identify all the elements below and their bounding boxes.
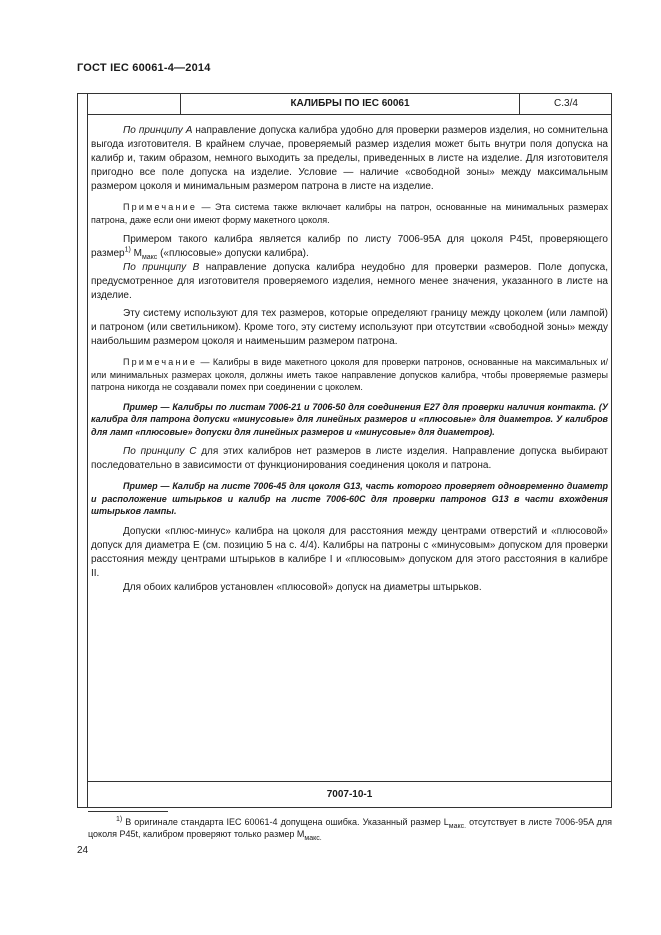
principle-c-label: По принципу C xyxy=(123,446,197,457)
footnote-subscript: макс. xyxy=(304,834,322,842)
paragraph-principle-c xyxy=(91,445,608,473)
dimension-subscript: макс xyxy=(141,254,158,261)
paragraph-plus-minus: Допуски «плюс-минус» калибра на цоколя для расстояния между центрами отверстий и «плюсовой» допуск для диаметра E (см. позицию 5 на с. 4/4). Калибры на патроны с «минусовым» допуском для проверки расстояния между центрами штырьков в калибре I и «плюсовым» допуском для этого расстояния в калибре II. xyxy=(91,525,608,579)
sheet-number: C.3/4 xyxy=(554,98,578,109)
note-text: — Эта система также включает калибры на патрон, основанные на минимальных размерах патрона, даже если они имеют форму макетного цоколя. xyxy=(91,202,608,225)
standard-designation: ГОСТ IEC 60061-4—2014 xyxy=(77,62,211,74)
page-number: 24 xyxy=(77,845,89,856)
paragraph-text: направление допуска калибра неудобно для проверки размеров. Поле допуска, предусмотренное для изготовителя проверяемого изделия, немного менее значения, указанного в листе на изделие. xyxy=(91,262,608,301)
footnote-separator xyxy=(88,811,168,812)
footnote xyxy=(88,816,612,840)
title-empty-cell xyxy=(87,93,181,114)
paragraph-principle-b xyxy=(91,261,608,303)
main-content xyxy=(91,124,608,595)
principle-b-label: По принципу B xyxy=(123,262,200,273)
paragraph-example-gauge xyxy=(91,233,608,261)
note-text: — Калибры в виде макетного цоколя для проверки патронов, основанные на максимальных и/или минимальных размерах цоколя, должны иметь такое направление допусков калибра, чтобы проверяемые размеры патрона никогда не создавали помех при соединении с цоколем. xyxy=(91,357,608,392)
table-title: КАЛИБРЫ ПО IEC 60061 xyxy=(181,93,520,114)
dimension-symbol: M xyxy=(130,248,142,259)
paragraph-text: направление допуска калибра удобно для проверки размеров изделия, но сомнительна выгода изготовителя. В крайнем случае, проверяемый размер изделия может быть внутри поля допуска на калибр и, таким образом, немного выходить за пределы, приведенных в листе на изделие. Для изготовителя пригодно все поле допуска на изделие. Условие — наличие «свободной зоны» между максимальным размером цоколя и минимальным размером патрона в листе на изделие. xyxy=(91,125,608,192)
frame-margin-line xyxy=(87,93,88,808)
note-1 xyxy=(91,201,608,226)
example-2: Пример — Калибр на листе 7006-45 для цоколя G13, часть которого проверяет одновременно диаметр и расположение штырьков и калибр на листе 7006-60C для проверки патронов G13 в части вхождения штырьков лампы. xyxy=(91,481,608,516)
footnote-text: В оригинале стандарта IEC 60061-4 допущена ошибка. Указанный размер L xyxy=(122,817,449,827)
table-title-row xyxy=(87,93,612,115)
paragraph-text: для этих калибров нет размеров в листе изделия. Направление допуска выбирают последовательно в зависимости от функционирования соединения цоколя и патрона. xyxy=(91,446,608,471)
example-1: Пример — Калибры по листам 7006-21 и 7006-50 для соединения E27 для проверки наличия контакта. (У калибра для патрона допуски «минусовые» для линейных размеров и «плюсовые» для диаметров. У калибров для ламп «плюсовые» допуски для линейных размеров и «минусовые» для диаметров). xyxy=(91,401,608,437)
sheet-footer: 7007-10-1 xyxy=(87,781,612,808)
footnote-text: отсутствует в листе 7006-95A для цоколя P45t, калибром проверяют только размер M xyxy=(88,817,612,839)
paragraph-both-gauges: Для обоих калибров установлен «плюсовой» допуск на диаметры штырьков. xyxy=(123,581,482,593)
note-2 xyxy=(91,356,608,394)
principle-a-label: По принципу A xyxy=(123,125,193,136)
paragraph-principle-a xyxy=(91,124,608,194)
paragraph-text: Примером такого калибра является калибр по листу 7006-95A для цоколя P45t, проверяющего размер xyxy=(91,234,608,259)
footnote-mark: 1) xyxy=(116,816,123,823)
footnote-subscript: макс. xyxy=(448,822,467,830)
paragraph-text: («плюсовые» допуски калибра). xyxy=(157,248,309,259)
note-label: Примечание xyxy=(123,202,198,212)
footnote-ref: 1) xyxy=(124,246,131,254)
note-label: Примечание xyxy=(123,357,198,367)
paragraph-system-usage: Эту систему используют для тех размеров, которые определяют границу между цоколем (или лампой) и патроном (или светильником). Кроме того, эту систему используют при отсутствии «свободной зоны» между наибольшим размером цоколя и наименьшим размером патрона. xyxy=(91,308,608,347)
